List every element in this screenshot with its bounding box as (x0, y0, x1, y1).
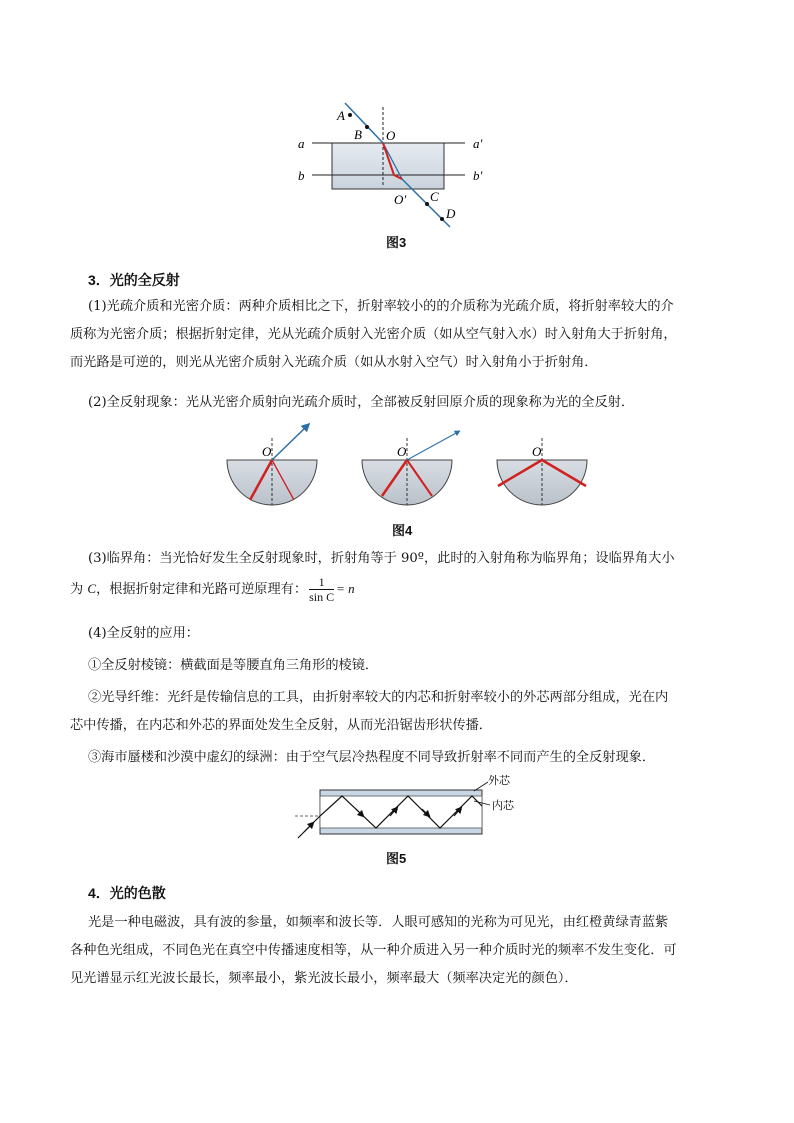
text-line: ③海市蜃楼和沙漠中虚幻的绿洲：由于空气层冷热程度不同导致折射率不同而产生的全反射现象． (88, 750, 656, 765)
figure-3-caption: 图3 (386, 235, 407, 250)
figure-3-glass-slab-diagram (290, 95, 500, 230)
label-O: O (532, 444, 542, 459)
text-line: 各种色光组成，不同色光在真空中传播速度相等，从一种介质进入另一种介质时光的频率不发生变化．可 (70, 943, 677, 958)
text-line: (4)全反射的应用： (88, 626, 199, 641)
section-3-heading: 3．光的全反射 (88, 272, 180, 288)
section-3-paragraph-3 (70, 545, 730, 605)
label-b: b (298, 168, 305, 183)
numerator: 1 (309, 575, 334, 590)
formula-fraction (309, 575, 334, 604)
section-3-paragraph-4 (70, 620, 730, 772)
symbol-C: C (87, 581, 97, 596)
figure-5-caption: 图5 (386, 851, 407, 866)
denominator: sin C (309, 590, 335, 604)
text-line: 芯中传播，在内芯和外芯的界面处发生全反射，从而光沿锯齿形状传播． (70, 718, 492, 733)
figure-4-caption: 图4 (392, 523, 413, 538)
label-outer-cladding: 外芯 (488, 774, 510, 787)
section-3-paragraph-2 (70, 389, 730, 417)
text-line: 而光路是可逆的，则光从光密介质射入光疏介质（如从水射入空气）时入射角小于折射角． (70, 355, 598, 370)
text: 为 (70, 582, 88, 597)
section-4-paragraph (70, 909, 730, 993)
label-b-prime: b′ (473, 168, 483, 183)
text-line: ①全反射棱镜：横截面是等腰直角三角形的棱镜． (88, 658, 379, 673)
text-line: 见光谱显示红光波长最长，频率最小，紫光波长最小，频率最大（频率决定光的颜色）． (70, 971, 578, 986)
label-B: B (354, 127, 362, 142)
text-line: ②光导纤维：光纤是传输信息的工具，由折射率较大的内芯和折射率较小的外芯两部分组成，光在内 (88, 690, 669, 705)
label-C: C (430, 189, 439, 204)
section-4-heading: 4．光的色散 (88, 885, 166, 901)
text: ，根据折射定律和光路可逆原理有： (96, 582, 308, 597)
figure-4-total-reflection-diagram (222, 420, 592, 520)
text-line: 光是一种电磁波，具有波的参量，如频率和波长等．人眼可感知的光称为可见光，由红橙黄绿青蓝紫 (88, 915, 669, 930)
formula-rhs: = n (336, 581, 355, 596)
label-O: O (386, 128, 396, 143)
text-line: (2)全反射现象：光从光密介质射向光疏介质时，全部被反射回原介质的现象称为光的全反射． (88, 395, 635, 410)
text-line: 质称为光密介质；根据折射定律，光从光疏介质射入光密介质（如从空气射入水）时入射角大于折射角， (70, 327, 677, 342)
label-O: O (397, 444, 407, 459)
label-a: a (298, 136, 305, 151)
label-A: A (337, 108, 345, 123)
text-line: (3)临界角：当光恰好发生全反射现象时，折射角等于 90º，此时的入射角称为临界角；设临界角大小 (88, 551, 675, 566)
text-line: (1)光疏介质和光密介质：两种介质相比之下，折射率较小的的介质称为光疏介质，将折射率较大的介 (88, 299, 674, 314)
label-O-prime: O′ (394, 192, 407, 207)
figure-5-optical-fiber-diagram (290, 768, 540, 843)
label-a-prime: a′ (473, 136, 483, 151)
label-O: O (262, 444, 272, 459)
label-D: D (446, 206, 456, 221)
label-inner-core: 内芯 (492, 799, 514, 812)
text-line (70, 573, 730, 605)
section-3-paragraph-1 (70, 293, 730, 377)
